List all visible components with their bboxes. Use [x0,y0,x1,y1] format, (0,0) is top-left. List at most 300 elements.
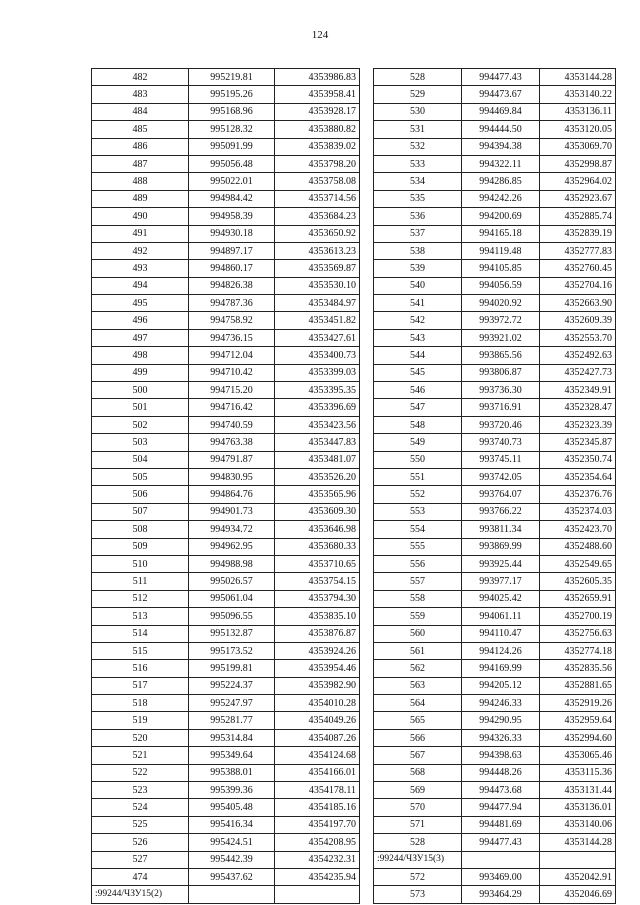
x-coordinate: 994124.26 [462,642,540,659]
point-number: 506 [92,486,189,503]
point-number: 487 [92,155,189,172]
table-row [374,434,616,451]
table-row [92,521,360,538]
table-row [374,190,616,207]
table-row [374,816,616,833]
table-row [374,521,616,538]
table-row [92,312,360,329]
x-coordinate: 994715.20 [189,382,275,399]
table-row [92,225,360,242]
table-row [92,329,360,346]
x-coordinate: 994056.59 [462,277,540,294]
point-number: 542 [374,312,462,329]
y-coordinate: 4352994.60 [540,729,616,746]
point-number: 572 [374,868,462,885]
y-coordinate: 4353924.26 [275,642,360,659]
land-parcel-label: :99244/ЧЗУ15(2) [92,886,189,903]
y-coordinate: 4352350.74 [540,451,616,468]
table-row [374,503,616,520]
x-coordinate: 993464.29 [462,886,540,903]
x-coordinate: 995132.87 [189,625,275,642]
point-number: 544 [374,347,462,364]
point-number: 492 [92,242,189,259]
point-number: 501 [92,399,189,416]
table-row [92,816,360,833]
point-number: 555 [374,538,462,555]
point-number: 537 [374,225,462,242]
point-number: 524 [92,799,189,816]
empty-cell [462,851,540,868]
table-row [92,434,360,451]
point-number: 573 [374,886,462,903]
table-row [92,173,360,190]
point-number: 558 [374,590,462,607]
table-row [92,242,360,259]
coordinates-table-right [373,68,616,904]
y-coordinate: 4354166.01 [275,764,360,781]
y-coordinate: 4352919.26 [540,695,616,712]
y-coordinate: 4354087.26 [275,729,360,746]
point-number: 485 [92,121,189,138]
table-row [92,295,360,312]
y-coordinate: 4352998.87 [540,155,616,172]
y-coordinate: 4353758.08 [275,173,360,190]
y-coordinate: 4353481.07 [275,451,360,468]
y-coordinate: 4353526.20 [275,468,360,485]
x-coordinate: 994473.68 [462,782,540,799]
y-coordinate: 4353794.30 [275,590,360,607]
table-row [92,573,360,590]
point-number: 522 [92,764,189,781]
table-row [92,695,360,712]
y-coordinate: 4354232.31 [275,851,360,868]
x-coordinate: 994200.69 [462,208,540,225]
x-coordinate: 994736.15 [189,329,275,346]
point-number: 528 [374,834,462,851]
table-row [92,103,360,120]
page-number: 124 [311,29,329,41]
table-row [92,260,360,277]
x-coordinate: 995199.81 [189,660,275,677]
x-coordinate: 995128.32 [189,121,275,138]
y-coordinate: 4352923.67 [540,190,616,207]
point-number: 533 [374,155,462,172]
x-coordinate: 994286.85 [462,173,540,190]
table-row [92,782,360,799]
point-number: 528 [374,69,462,86]
y-coordinate: 4353115.36 [540,764,616,781]
x-coordinate: 995173.52 [189,642,275,659]
y-coordinate: 4353714.56 [275,190,360,207]
point-number: 552 [374,486,462,503]
point-number: 491 [92,225,189,242]
point-number: 482 [92,69,189,86]
y-coordinate: 4353427.61 [275,329,360,346]
y-coordinate: 4353396.69 [275,399,360,416]
point-number: 570 [374,799,462,816]
scan-artifact [272,4,342,20]
y-coordinate: 4353065.46 [540,747,616,764]
point-number: 498 [92,347,189,364]
table-row [92,69,360,86]
x-coordinate: 994119.48 [462,242,540,259]
point-number: 517 [92,677,189,694]
point-number: 515 [92,642,189,659]
y-coordinate: 4352885.74 [540,208,616,225]
point-number: 497 [92,329,189,346]
y-coordinate: 4353986.83 [275,69,360,86]
x-coordinate: 994477.43 [462,69,540,86]
point-number: 490 [92,208,189,225]
y-coordinate: 4353140.06 [540,816,616,833]
point-number: 565 [374,712,462,729]
y-coordinate: 4352659.91 [540,590,616,607]
y-coordinate: 4353569.87 [275,260,360,277]
point-number: 547 [374,399,462,416]
y-coordinate: 4352046.69 [540,886,616,903]
y-coordinate: 4352427.73 [540,364,616,381]
x-coordinate: 994469.84 [462,103,540,120]
y-coordinate: 4352354.64 [540,468,616,485]
y-coordinate: 4353954.46 [275,660,360,677]
table-row [374,764,616,781]
table-row [92,538,360,555]
point-number: 535 [374,190,462,207]
point-number: 505 [92,468,189,485]
point-number: 549 [374,434,462,451]
point-number: 551 [374,468,462,485]
y-coordinate: 4352345.87 [540,434,616,451]
point-number: 546 [374,382,462,399]
x-coordinate: 994398.63 [462,747,540,764]
point-number: 509 [92,538,189,555]
point-number: 545 [374,364,462,381]
x-coordinate: 993740.73 [462,434,540,451]
x-coordinate: 994930.18 [189,225,275,242]
table-row [374,138,616,155]
y-coordinate: 4352042.91 [540,868,616,885]
x-coordinate: 995405.48 [189,799,275,816]
point-number: 483 [92,86,189,103]
y-coordinate: 4352328.47 [540,399,616,416]
point-number: 486 [92,138,189,155]
x-coordinate: 994394.38 [462,138,540,155]
y-coordinate: 4352492.63 [540,347,616,364]
y-coordinate: 4354124.68 [275,747,360,764]
table-row [92,834,360,851]
x-coordinate: 993720.46 [462,416,540,433]
table-row [374,69,616,86]
x-coordinate: 995314.84 [189,729,275,746]
table-row [374,695,616,712]
x-coordinate: 993764.07 [462,486,540,503]
table-row [374,782,616,799]
table-row [374,573,616,590]
y-coordinate: 4353565.96 [275,486,360,503]
table-row [374,608,616,625]
y-coordinate: 4353835.10 [275,608,360,625]
table-row [374,312,616,329]
x-coordinate: 995281.77 [189,712,275,729]
y-coordinate: 4352663.90 [540,295,616,312]
x-coordinate: 994787.36 [189,295,275,312]
x-coordinate: 994246.33 [462,695,540,712]
y-coordinate: 4353447.83 [275,434,360,451]
table-row [92,747,360,764]
table-row [92,399,360,416]
table-row [92,660,360,677]
y-coordinate: 4353144.28 [540,834,616,851]
x-coordinate: 993865.56 [462,347,540,364]
y-coordinate: 4352756.63 [540,625,616,642]
y-coordinate: 4354185.16 [275,799,360,816]
x-coordinate: 994962.95 [189,538,275,555]
x-coordinate: 994901.73 [189,503,275,520]
y-coordinate: 4353069.70 [540,138,616,155]
point-number: 563 [374,677,462,694]
x-coordinate: 994326.33 [462,729,540,746]
x-coordinate: 995388.01 [189,764,275,781]
table-row [374,538,616,555]
x-coordinate: 993972.72 [462,312,540,329]
point-number: 539 [374,260,462,277]
point-number: 553 [374,503,462,520]
x-coordinate: 994897.17 [189,242,275,259]
table-row [374,416,616,433]
point-number: 513 [92,608,189,625]
point-number: 550 [374,451,462,468]
x-coordinate: 994716.42 [189,399,275,416]
point-number: 519 [92,712,189,729]
point-number: 540 [374,277,462,294]
x-coordinate: 994448.26 [462,764,540,781]
x-coordinate: 994473.67 [462,86,540,103]
x-coordinate: 994763.38 [189,434,275,451]
land-parcel-label: :99244/ЧЗУ15(3) [374,851,462,868]
x-coordinate: 993869.99 [462,538,540,555]
point-number: 514 [92,625,189,642]
y-coordinate: 4352959.64 [540,712,616,729]
table-row [92,851,360,868]
y-coordinate: 4353131.44 [540,782,616,799]
y-coordinate: 4352704.16 [540,277,616,294]
point-number: 493 [92,260,189,277]
y-coordinate: 4352777.83 [540,242,616,259]
table-row [374,712,616,729]
y-coordinate: 4352839.19 [540,225,616,242]
table-row [92,190,360,207]
table-row [374,729,616,746]
table-row [92,138,360,155]
point-number: 538 [374,242,462,259]
x-coordinate: 994984.42 [189,190,275,207]
table-row [374,468,616,485]
x-coordinate: 995349.64 [189,747,275,764]
y-coordinate: 4353609.30 [275,503,360,520]
x-coordinate: 994864.76 [189,486,275,503]
y-coordinate: 4353680.33 [275,538,360,555]
y-coordinate: 4353400.73 [275,347,360,364]
y-coordinate: 4354178.11 [275,782,360,799]
point-number: 548 [374,416,462,433]
y-coordinate: 4352323.39 [540,416,616,433]
table-row [92,503,360,520]
y-coordinate: 4352835.56 [540,660,616,677]
y-coordinate: 4352760.45 [540,260,616,277]
y-coordinate: 4353710.65 [275,555,360,572]
point-number: 536 [374,208,462,225]
y-coordinate: 4353140.22 [540,86,616,103]
x-coordinate: 994758.92 [189,312,275,329]
x-coordinate: 995437.62 [189,868,275,885]
y-coordinate: 4354049.26 [275,712,360,729]
x-coordinate: 995247.97 [189,695,275,712]
section-label-row [92,886,360,903]
table-row [92,468,360,485]
x-coordinate: 994322.11 [462,155,540,172]
x-coordinate: 993811.34 [462,521,540,538]
y-coordinate: 4353958.41 [275,86,360,103]
point-number: 568 [374,764,462,781]
point-number: 484 [92,103,189,120]
point-number: 567 [374,747,462,764]
point-number: 520 [92,729,189,746]
table-row [92,382,360,399]
x-coordinate: 994791.87 [189,451,275,468]
point-number: 532 [374,138,462,155]
table-row [374,103,616,120]
x-coordinate: 993745.11 [462,451,540,468]
y-coordinate: 4352349.91 [540,382,616,399]
x-coordinate: 995022.01 [189,173,275,190]
point-number: 557 [374,573,462,590]
y-coordinate: 4352964.02 [540,173,616,190]
y-coordinate: 4353144.28 [540,69,616,86]
table-row [374,642,616,659]
x-coordinate: 994444.50 [462,121,540,138]
point-number: 530 [374,103,462,120]
table-row [374,260,616,277]
table-row [374,329,616,346]
table-row [92,625,360,642]
table-row [92,416,360,433]
table-row [374,225,616,242]
y-coordinate: 4353613.23 [275,242,360,259]
point-number: 503 [92,434,189,451]
y-coordinate: 4353646.98 [275,521,360,538]
table-row [374,555,616,572]
empty-cell [540,851,616,868]
x-coordinate: 995096.55 [189,608,275,625]
table-row [92,712,360,729]
x-coordinate: 994958.39 [189,208,275,225]
table-row [374,486,616,503]
table-row [92,277,360,294]
y-coordinate: 4353684.23 [275,208,360,225]
point-number: 504 [92,451,189,468]
x-coordinate: 993469.00 [462,868,540,885]
x-coordinate: 994110.47 [462,625,540,642]
y-coordinate: 4353451.82 [275,312,360,329]
x-coordinate: 994165.18 [462,225,540,242]
table-row [92,555,360,572]
point-number: 554 [374,521,462,538]
empty-cell [275,886,360,903]
x-coordinate: 995061.04 [189,590,275,607]
y-coordinate: 4353982.90 [275,677,360,694]
table-row [92,677,360,694]
point-number: 564 [374,695,462,712]
point-number: 534 [374,173,462,190]
x-coordinate: 995195.26 [189,86,275,103]
y-coordinate: 4353876.87 [275,625,360,642]
y-coordinate: 4354010.28 [275,695,360,712]
point-number: 474 [92,868,189,885]
table-row [374,799,616,816]
x-coordinate: 994830.95 [189,468,275,485]
point-number: 556 [374,555,462,572]
x-coordinate: 994290.95 [462,712,540,729]
y-coordinate: 4353754.15 [275,573,360,590]
point-number: 560 [374,625,462,642]
x-coordinate: 993925.44 [462,555,540,572]
table-row [374,382,616,399]
table-row [374,834,616,851]
x-coordinate: 994061.11 [462,608,540,625]
table-row [92,451,360,468]
table-row [374,747,616,764]
table-row [374,868,616,885]
x-coordinate: 994826.38 [189,277,275,294]
table-row [92,121,360,138]
y-coordinate: 4353120.05 [540,121,616,138]
table-row [92,364,360,381]
point-number: 516 [92,660,189,677]
y-coordinate: 4352374.03 [540,503,616,520]
y-coordinate: 4352423.70 [540,521,616,538]
x-coordinate: 995224.37 [189,677,275,694]
x-coordinate: 994477.43 [462,834,540,851]
table-row [374,277,616,294]
point-number: 521 [92,747,189,764]
empty-cell [189,886,275,903]
table-row [374,242,616,259]
table-row [92,799,360,816]
x-coordinate: 994242.26 [462,190,540,207]
table-row [374,208,616,225]
point-number: 525 [92,816,189,833]
point-number: 543 [374,329,462,346]
y-coordinate: 4354197.70 [275,816,360,833]
y-coordinate: 4353136.11 [540,103,616,120]
y-coordinate: 4353928.17 [275,103,360,120]
table-row [92,608,360,625]
point-number: 569 [374,782,462,799]
table-row [374,86,616,103]
point-number: 511 [92,573,189,590]
point-number: 559 [374,608,462,625]
table-row [374,451,616,468]
point-number: 571 [374,816,462,833]
table-row [374,155,616,172]
x-coordinate: 994710.42 [189,364,275,381]
point-number: 529 [374,86,462,103]
y-coordinate: 4353399.03 [275,364,360,381]
y-coordinate: 4354208.95 [275,834,360,851]
table-row [92,868,360,885]
x-coordinate: 994020.92 [462,295,540,312]
point-number: 499 [92,364,189,381]
